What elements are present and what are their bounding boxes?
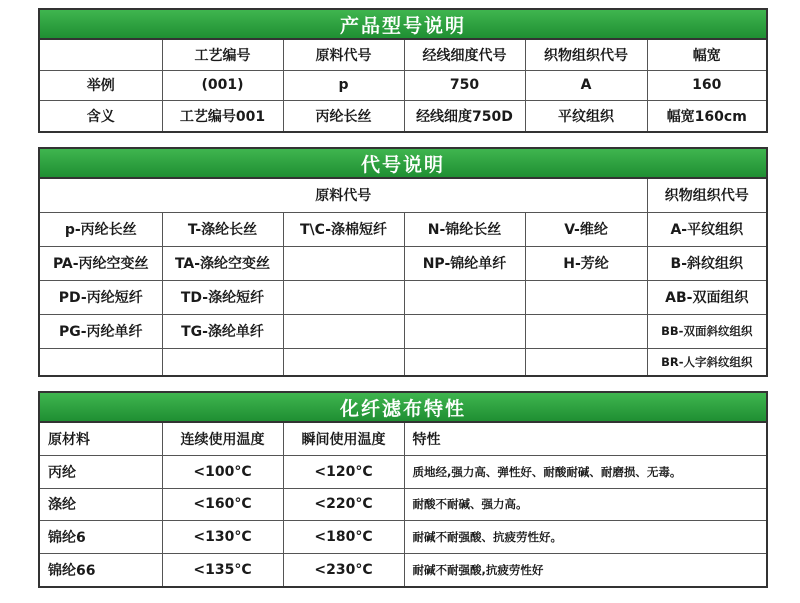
codes-section — [38, 147, 768, 377]
table-cell: 750 — [404, 70, 525, 101]
model-table — [40, 40, 766, 131]
codes-title: 代号说明 — [40, 149, 766, 179]
table-row — [40, 212, 766, 246]
model-header-material: 原料代号 — [283, 40, 404, 70]
props-header-feature: 特性 — [404, 423, 766, 455]
table-cell: V-维纶 — [525, 212, 647, 246]
material-code-header: 原料代号 — [40, 179, 647, 212]
table-row — [40, 314, 766, 348]
table-cell: <135°C — [162, 554, 283, 586]
table-cell: PG-丙纶单纤 — [40, 314, 162, 348]
table-cell: 丙纶 — [40, 455, 162, 488]
table-cell: 耐碱不耐强酸,抗疲劳性好 — [404, 554, 766, 586]
table-cell: (001) — [162, 70, 283, 101]
model-header-warp: 经线细度代号 — [404, 40, 525, 70]
model-title: 产品型号说明 — [40, 10, 766, 40]
weave-code-header: 织物组织代号 — [647, 179, 766, 212]
model-section — [38, 8, 768, 133]
table-cell — [283, 314, 404, 348]
table-cell: H-芳纶 — [525, 246, 647, 280]
model-row-meaning — [40, 101, 766, 131]
props-header-material: 原材料 — [40, 423, 162, 455]
table-cell: <180°C — [283, 521, 404, 554]
codes-table — [40, 179, 766, 375]
table-cell: 耐碱不耐强酸、抗疲劳性好。 — [404, 521, 766, 554]
table-row — [40, 246, 766, 280]
table-cell: AB-双面组织 — [647, 280, 766, 314]
table-cell: 耐酸不耐碱、强力高。 — [404, 488, 766, 521]
table-cell: <130°C — [162, 521, 283, 554]
table-cell: T\C-涤棉短纤 — [283, 212, 404, 246]
table-cell — [283, 280, 404, 314]
model-row-example — [40, 70, 766, 101]
table-cell — [525, 314, 647, 348]
table-cell — [404, 348, 525, 375]
table-cell: N-锦纶长丝 — [404, 212, 525, 246]
table-cell — [283, 246, 404, 280]
model-header-width: 幅宽 — [647, 40, 766, 70]
table-cell — [525, 348, 647, 375]
props-header-continuous: 连续使用温度 — [162, 423, 283, 455]
props-section — [38, 391, 768, 588]
table-cell: 涤纶 — [40, 488, 162, 521]
table-cell — [525, 280, 647, 314]
table-cell: A — [525, 70, 647, 101]
table-cell: <120°C — [283, 455, 404, 488]
codes-header-row — [40, 179, 766, 212]
table-cell: 锦纶66 — [40, 554, 162, 586]
table-cell: 锦纶6 — [40, 521, 162, 554]
table-cell: B-斜纹组织 — [647, 246, 766, 280]
model-header-weave: 织物组织代号 — [525, 40, 647, 70]
model-header-process: 工艺编号 — [162, 40, 283, 70]
table-cell: BB-双面斜纹组织 — [647, 314, 766, 348]
table-cell — [404, 280, 525, 314]
table-cell: BR-人字斜纹组织 — [647, 348, 766, 375]
model-header-blank — [40, 40, 162, 70]
props-table — [40, 423, 766, 586]
table-cell — [162, 348, 283, 375]
table-cell: 丙纶长丝 — [283, 101, 404, 131]
table-cell: 经线细度750D — [404, 101, 525, 131]
table-row — [40, 455, 766, 488]
table-row — [40, 521, 766, 554]
table-cell: PA-丙纶空变丝 — [40, 246, 162, 280]
table-row — [40, 554, 766, 586]
table-cell: 工艺编号001 — [162, 101, 283, 131]
table-cell: TD-涤纶短纤 — [162, 280, 283, 314]
table-row — [40, 488, 766, 521]
table-row — [40, 348, 766, 375]
table-cell — [40, 348, 162, 375]
table-cell: TA-涤纶空变丝 — [162, 246, 283, 280]
table-cell: <230°C — [283, 554, 404, 586]
table-cell — [283, 348, 404, 375]
table-cell: 平纹组织 — [525, 101, 647, 131]
props-header-row — [40, 423, 766, 455]
table-cell: <220°C — [283, 488, 404, 521]
table-cell — [404, 314, 525, 348]
table-cell: <100°C — [162, 455, 283, 488]
row-label: 含义 — [40, 101, 162, 131]
model-header-row — [40, 40, 766, 70]
table-cell: 质地经,强力高、弹性好、耐酸耐碱、耐磨损、无毒。 — [404, 455, 766, 488]
table-cell: A-平纹组织 — [647, 212, 766, 246]
table-cell: <160°C — [162, 488, 283, 521]
table-row — [40, 280, 766, 314]
table-cell: T-涤纶长丝 — [162, 212, 283, 246]
table-cell: TG-涤纶单纤 — [162, 314, 283, 348]
table-cell: PD-丙纶短纤 — [40, 280, 162, 314]
table-cell: p — [283, 70, 404, 101]
props-header-instant: 瞬间使用温度 — [283, 423, 404, 455]
row-label: 举例 — [40, 70, 162, 101]
table-cell: p-丙纶长丝 — [40, 212, 162, 246]
props-title: 化纤滤布特性 — [40, 393, 766, 423]
table-cell: NP-锦纶单纤 — [404, 246, 525, 280]
table-cell: 160 — [647, 70, 766, 101]
table-cell: 幅宽160cm — [647, 101, 766, 131]
